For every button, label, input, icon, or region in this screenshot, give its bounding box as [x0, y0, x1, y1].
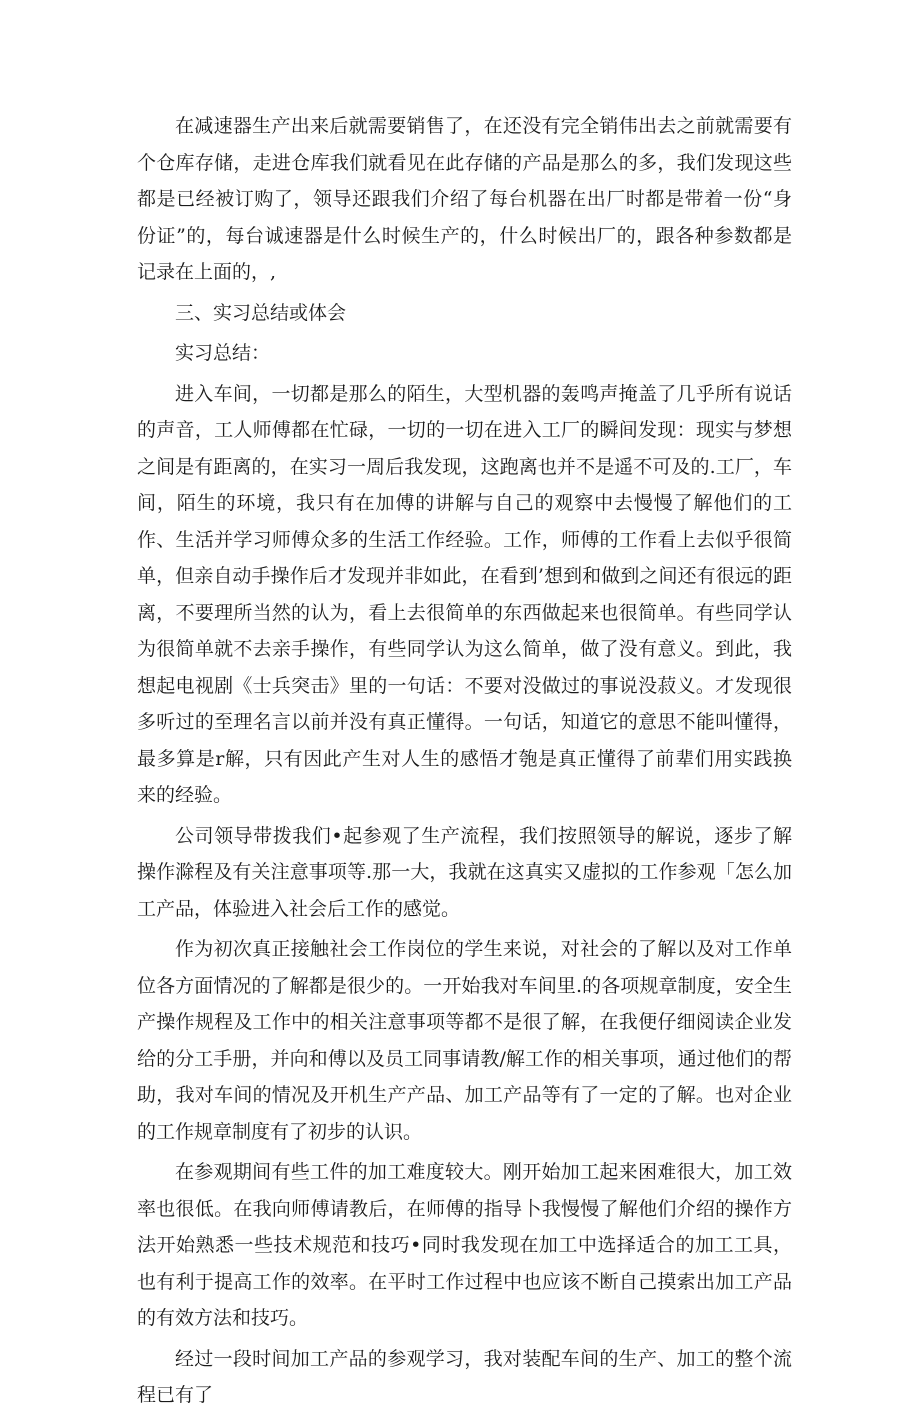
paragraph-summary-start: 经过一段时间加工产品的参观学习，我对装配车间的生产、加工的整个流程已有了 [137, 1347, 792, 1406]
paragraph-difficulty: 在参观期间有些工件的加工难度较大。刚开始加工起来困难很大，加工效率也很低。在我向师傅请教后，在师傅的指导卜我慢慢了解他们介绍的操作方法开始熟悉一些技术规范和技巧•同时我发现在加工中选择适合的加工工具，也有利于提高工作的效率。在平时工作过程中也应该不断自己摸索出加工产品的有效方法和技巧。 [137, 1161, 792, 1329]
paragraph-first-contact: 作为初次真正接触社会工作岗位的学生来说，对社会的了解以及对工作单位各方面情况的了解都是很少的。一开始我对车间里.的各项规章制度，安全生产操作规程及工作中的相关注意事项等都不是很了解，在我便仔细阅读企业发给的分工手册，并向和傅以及员工同事请教/解工作的相关事项，通过他们的帮助，我对车间的情况及开机生产产品、加工产品等有了一定的了解。也对企业的工作规章制度有了初步的认识。 [137, 938, 792, 1143]
paragraph-process-tour: 公司领导带拨我们•起参观了生产流程，我们按照领导的解说，逐步了解操作滁程及有关注意事项等.那一大，我就在这真实又虚拟的工作参观「怎么加工产品，体验进入社会后工作的感觉。 [137, 824, 792, 920]
document-body [137, 108, 792, 1418]
paragraph-workshop: 进入车间，一切都是那么的陌生，大型机器的轰鸣声掩盖了几乎所有说话的声音，工人师傅都在忙碌，一切的一切在进入工厂的瞬间发现：现实与梦想之间是有距离的，在实习一周后我发现，这跑离也并不是遥不可及的.工厂，车间，陌生的环境，我只有在加傅的讲解与自己的观察中去慢慢了解他们的工作、生活并学习师傅众多的生活工作经验。工作，师傅的工作看上去似乎很简单，但亲自动手操作后才发现并非如此，在看到’想到和做到之间还有很远的距离，不要理所当然的认为，看上去很简单的东西做起来也很简单。有些同学认为很简单就不去亲手操作，有些同学认为这么简单，做了没有意义。到此，我想起电视剧《士兵突击》里的一句话：不要对没做过的事说没菽义。才发现很多听过的至理名言以前并没有真正懂得。一句话，知道它的意思不能叫懂得，最多算是r解，只有因此产生对人生的感悟才匏是真正懂得了前辈们用实践换来的经验。 [137, 382, 792, 806]
section-heading: 三、实习总结或体会 [175, 301, 347, 324]
paragraph-warehouse: 在减速器生产出来后就需要销售了，在还没有完全销伟出去之前就需要有个仓库存储，走进仓库我们就看见在此存储的产品是那么的多，我们发现这些都是已经被订购了，领导还跟我们介绍了每台机器在出厂时都是带着一份“身份证”的，每台诚速器是什么时候生产的，什么时候出厂的，跟各种参数都是记录在上面的，, [137, 115, 792, 283]
subsection-heading: 实习总结： [175, 342, 271, 364]
